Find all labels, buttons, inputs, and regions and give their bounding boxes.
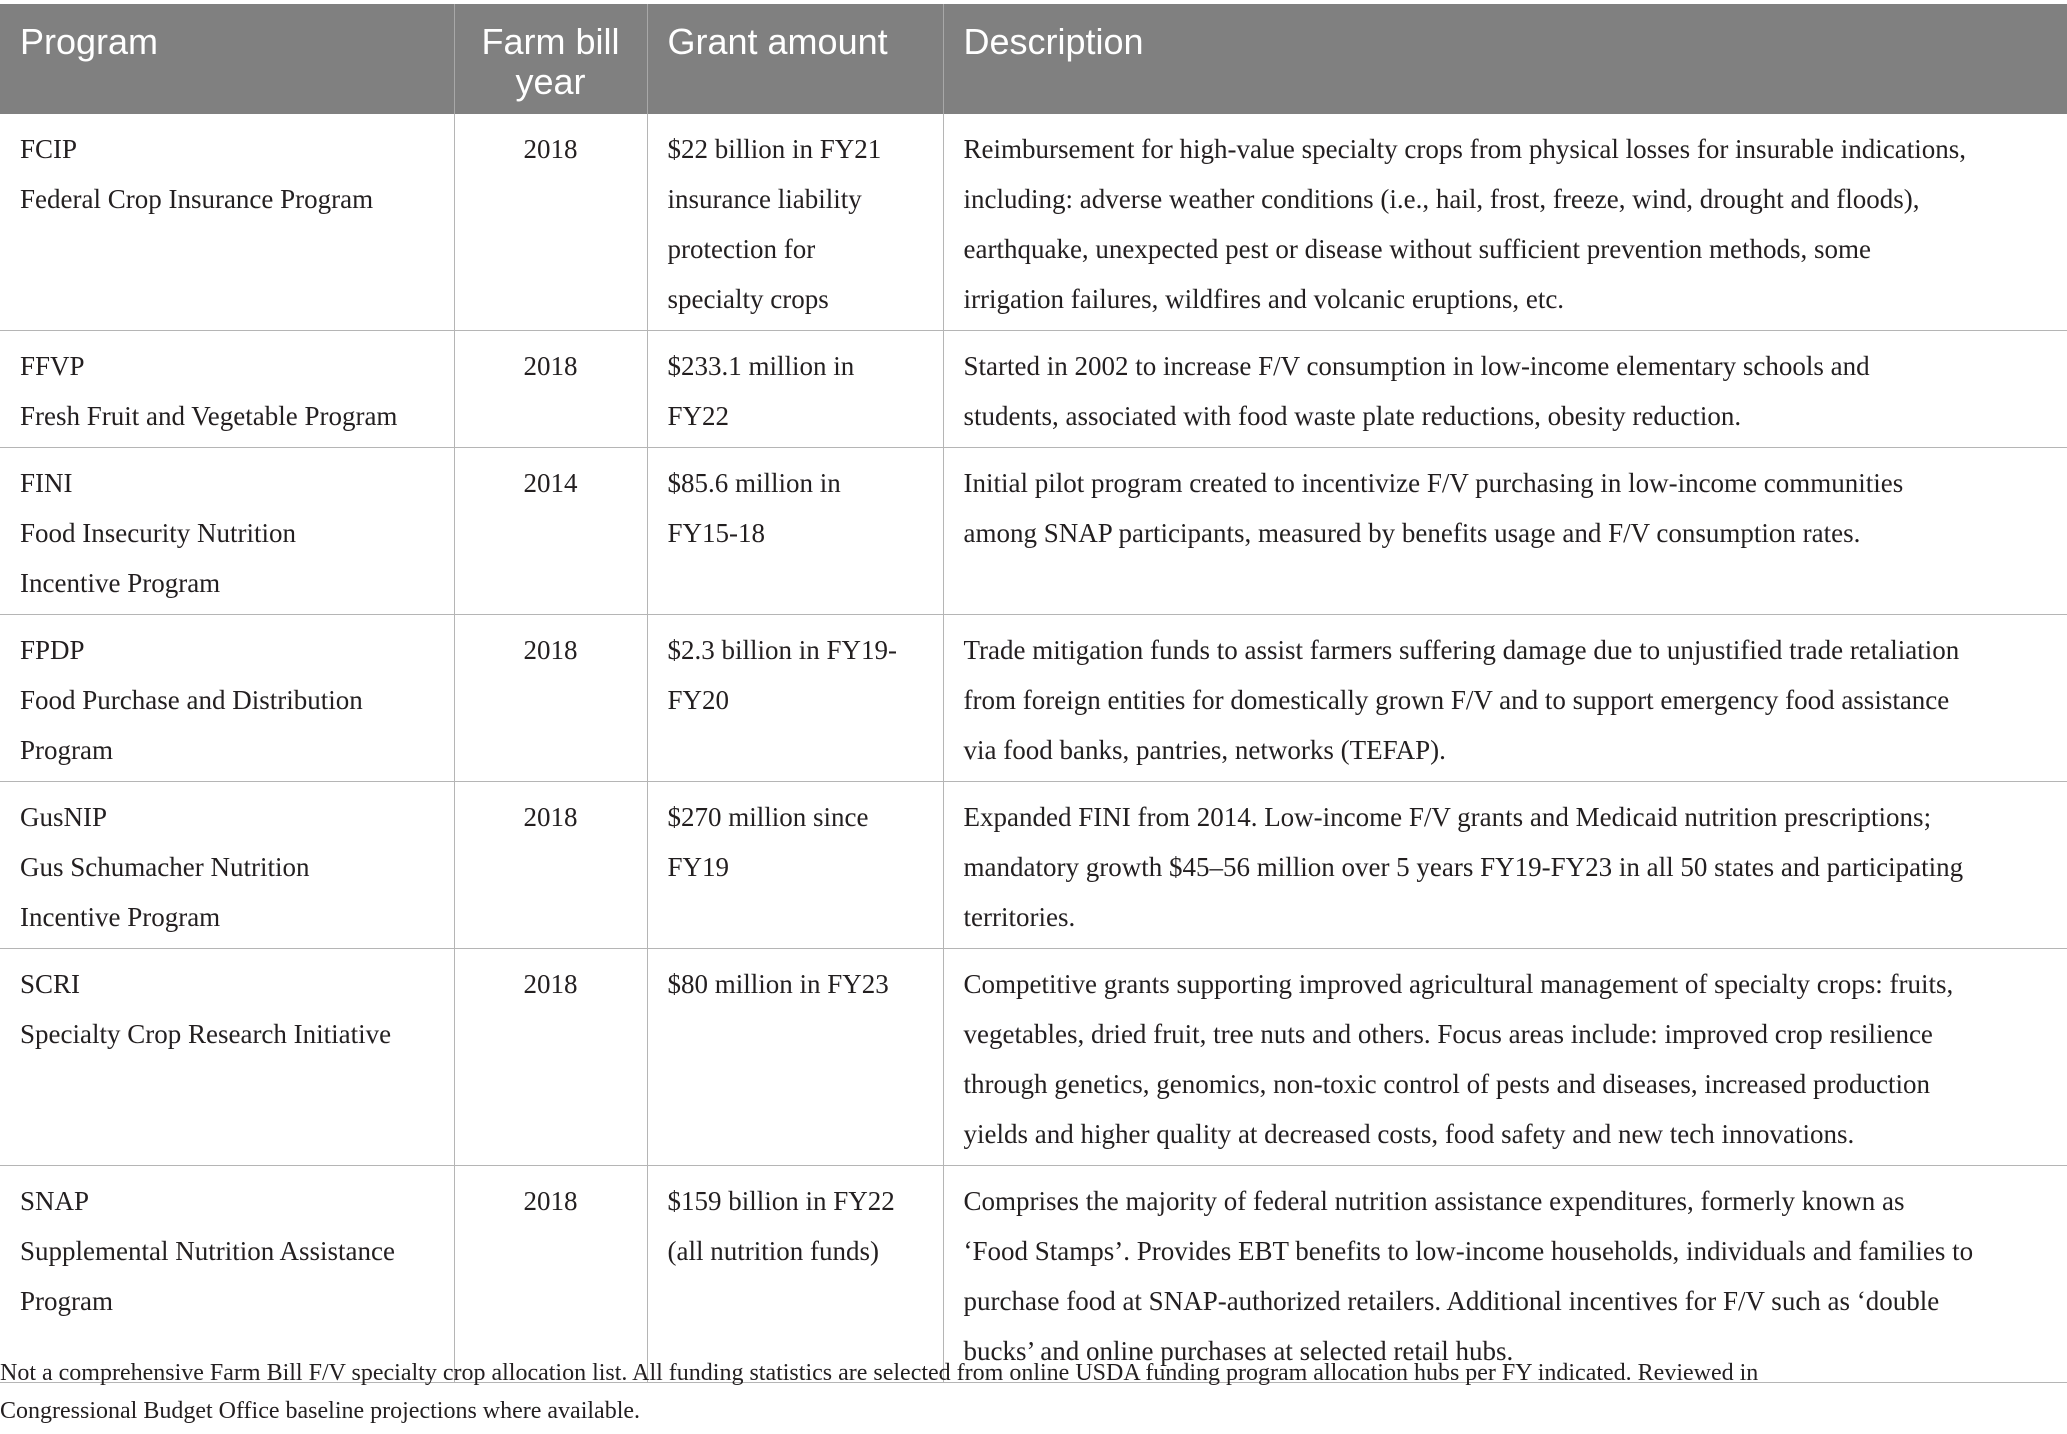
farm-bill-year-cell: 2018 bbox=[454, 782, 647, 949]
description-cell bbox=[943, 782, 2067, 949]
program-name-line: Fresh Fruit and Vegetable Program bbox=[20, 401, 398, 431]
description-line: among SNAP participants, measured by benefits usage and F/V consumption rates. bbox=[963, 518, 1861, 548]
description-cell bbox=[943, 331, 2067, 448]
grant-amount-cell bbox=[647, 114, 943, 331]
description-line: vegetables, dried fruit, tree nuts and others. Focus areas include: improved crop resilience bbox=[963, 1019, 1933, 1049]
grant-amount-line: (all nutrition funds) bbox=[667, 1236, 879, 1266]
grant-amount-line: specialty crops bbox=[667, 284, 829, 314]
description-line: Competitive grants supporting improved agricultural management of specialty crops: fruits, bbox=[963, 969, 1954, 999]
farm-bill-year-cell: 2014 bbox=[454, 448, 647, 615]
program-name-line: Program bbox=[20, 1286, 113, 1316]
program-name-line: Federal Crop Insurance Program bbox=[20, 184, 374, 214]
program-name-line: Incentive Program bbox=[20, 902, 221, 932]
grant-amount-line: $159 billion in FY22 bbox=[667, 1186, 895, 1216]
program-cell bbox=[0, 782, 454, 949]
grant-amount-cell bbox=[647, 1166, 943, 1383]
description-line: from foreign entities for domestically grown F/V and to support emergency food assistance bbox=[963, 685, 1950, 715]
program-cell bbox=[0, 114, 454, 331]
table-header bbox=[0, 4, 2067, 114]
grant-amount-line: insurance liability bbox=[667, 184, 862, 214]
program-cell bbox=[0, 331, 454, 448]
table-row bbox=[0, 1166, 2067, 1383]
program-abbreviation: FPDP bbox=[20, 635, 85, 665]
program-cell bbox=[0, 615, 454, 782]
program-abbreviation: SCRI bbox=[20, 969, 81, 999]
program-name-line: Food Purchase and Distribution bbox=[20, 685, 363, 715]
table-row bbox=[0, 448, 2067, 615]
grant-amount-line: FY22 bbox=[667, 401, 730, 431]
footnote-line: Congressional Budget Office baseline projections where available. bbox=[0, 1398, 641, 1424]
program-abbreviation: FCIP bbox=[20, 134, 78, 164]
description-line: irrigation failures, wildfires and volcanic eruptions, etc. bbox=[963, 284, 1565, 314]
description-line: Trade mitigation funds to assist farmers suffering damage due to unjustified trade retaliation bbox=[963, 635, 1960, 665]
header-description: Description bbox=[943, 4, 2067, 114]
grant-amount-line: $233.1 million in bbox=[667, 351, 855, 381]
header-program: Program bbox=[0, 4, 454, 114]
grant-amount-line: $2.3 billion in FY19- bbox=[667, 635, 898, 665]
grant-amount-line: FY19 bbox=[667, 852, 730, 882]
header-farm-bill-year bbox=[454, 4, 647, 114]
farm-bill-year-cell: 2018 bbox=[454, 331, 647, 448]
table-footnote bbox=[0, 1354, 2040, 1430]
grant-amount-cell bbox=[647, 615, 943, 782]
program-abbreviation: SNAP bbox=[20, 1186, 90, 1216]
description-line: bucks’ and online purchases at selected retail hubs. bbox=[963, 1336, 1514, 1366]
table-row bbox=[0, 782, 2067, 949]
description-cell bbox=[943, 1166, 2067, 1383]
program-name-line: Program bbox=[20, 735, 113, 765]
header-row bbox=[0, 4, 2067, 114]
farm-bill-year-cell: 2018 bbox=[454, 615, 647, 782]
program-name-line: Food Insecurity Nutrition bbox=[20, 518, 296, 548]
header-year-line: year bbox=[515, 61, 586, 102]
grant-amount-cell bbox=[647, 949, 943, 1166]
grant-amount-line: $22 billion in FY21 bbox=[667, 134, 882, 164]
program-abbreviation: FINI bbox=[20, 468, 73, 498]
description-line: ‘Food Stamps’. Provides EBT benefits to low-income households, individuals and families to bbox=[963, 1236, 1974, 1266]
description-line: Started in 2002 to increase F/V consumption in low-income elementary schools and bbox=[963, 351, 1870, 381]
grant-amount-line: protection for bbox=[667, 234, 816, 264]
description-line: through genetics, genomics, non-toxic control of pests and diseases, increased production bbox=[963, 1069, 1931, 1099]
grant-amount-line: FY15-18 bbox=[667, 518, 766, 548]
program-abbreviation: FFVP bbox=[20, 351, 85, 381]
description-line: yields and higher quality at decreased costs, food safety and new tech innovations. bbox=[963, 1119, 1855, 1149]
description-line: purchase food at SNAP-authorized retailers. Additional incentives for F/V such as ‘double bbox=[963, 1286, 1940, 1316]
grant-amount-cell bbox=[647, 331, 943, 448]
table-row bbox=[0, 615, 2067, 782]
grant-amount-line: FY20 bbox=[667, 685, 730, 715]
table-row bbox=[0, 114, 2067, 331]
program-cell bbox=[0, 448, 454, 615]
program-abbreviation: GusNIP bbox=[20, 802, 108, 832]
program-name-line: Gus Schumacher Nutrition bbox=[20, 852, 310, 882]
description-line: students, associated with food waste plate reductions, obesity reduction. bbox=[963, 401, 1742, 431]
program-name-line: Incentive Program bbox=[20, 568, 221, 598]
grant-amount-line: $85.6 million in bbox=[667, 468, 841, 498]
header-year-line: Farm bill bbox=[481, 21, 620, 62]
farm-bill-year-cell: 2018 bbox=[454, 949, 647, 1166]
farm-bill-year-cell: 2018 bbox=[454, 1166, 647, 1383]
description-cell bbox=[943, 114, 2067, 331]
description-cell bbox=[943, 448, 2067, 615]
description-line: Initial pilot program created to incentivize F/V purchasing in low-income communities bbox=[963, 468, 1904, 498]
description-line: mandatory growth $45–56 million over 5 years FY19-FY23 in all 50 states and participating bbox=[963, 852, 1964, 882]
grant-amount-line: $80 million in FY23 bbox=[667, 969, 889, 999]
header-grant-amount: Grant amount bbox=[647, 4, 943, 114]
program-name-line: Specialty Crop Research Initiative bbox=[20, 1019, 392, 1049]
grant-amount-cell bbox=[647, 448, 943, 615]
description-line: Comprises the majority of federal nutrition assistance expenditures, formerly known as bbox=[963, 1186, 1905, 1216]
table-body bbox=[0, 114, 2067, 1383]
description-cell bbox=[943, 615, 2067, 782]
description-line: territories. bbox=[963, 902, 1076, 932]
description-line: including: adverse weather conditions (i.e., hail, frost, freeze, wind, drought and floods), bbox=[963, 184, 1920, 214]
footnote-line: Not a comprehensive Farm Bill F/V specialty crop allocation list. All funding statistics are selected from online USDA funding program allocation hubs per FY indicated. Reviewed in bbox=[0, 1360, 1759, 1386]
grant-amount-line: $270 million since bbox=[667, 802, 869, 832]
description-line: Reimbursement for high-value specialty crops from physical losses for insurable indications, bbox=[963, 134, 1967, 164]
table-row bbox=[0, 331, 2067, 448]
grant-amount-cell bbox=[647, 782, 943, 949]
table-row bbox=[0, 949, 2067, 1166]
description-cell bbox=[943, 949, 2067, 1166]
description-line: earthquake, unexpected pest or disease without sufficient prevention methods, some bbox=[963, 234, 1871, 264]
program-cell bbox=[0, 949, 454, 1166]
description-line: Expanded FINI from 2014. Low-income F/V grants and Medicaid nutrition prescriptions; bbox=[963, 802, 1932, 832]
program-name-line: Supplemental Nutrition Assistance bbox=[20, 1236, 395, 1266]
farm-bill-year-cell: 2018 bbox=[454, 114, 647, 331]
description-line: via food banks, pantries, networks (TEFAP). bbox=[963, 735, 1446, 765]
program-cell bbox=[0, 1166, 454, 1383]
farm-bill-programs-table bbox=[0, 4, 2067, 1383]
